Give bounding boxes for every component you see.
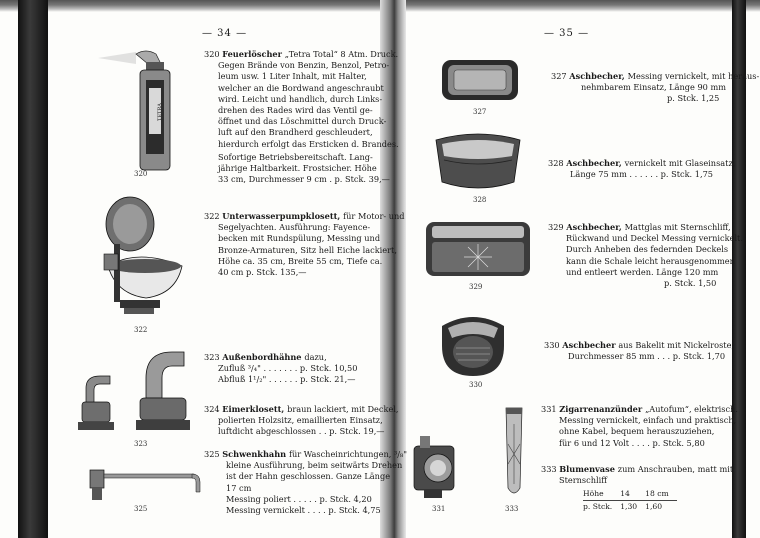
entry-320-line: drehen des Rades wird das Ventil ge- bbox=[218, 105, 373, 116]
entry-325-line: 17 cm bbox=[226, 482, 252, 493]
figure-number-320: 320 bbox=[134, 170, 148, 178]
entry-324-line: polierten Holzsitz, emaillierten Einsatz, bbox=[218, 415, 383, 426]
table-cell: Höhe bbox=[583, 488, 620, 500]
table-cell: 18 cm bbox=[645, 488, 677, 500]
entry-320-fire-extinguisher bbox=[204, 49, 399, 185]
table-row bbox=[583, 500, 677, 512]
vase-price-table bbox=[583, 488, 677, 511]
entry-320-line: Gegen Brände von Benzin, Benzol, Petro- bbox=[218, 60, 390, 71]
entry-325-line bbox=[204, 449, 407, 460]
item-text: zum Anschrauben, matt mit bbox=[617, 464, 734, 474]
item-title: Blumenvase bbox=[559, 464, 618, 474]
figure-number-327: 327 bbox=[473, 108, 487, 116]
item-text: aus Bakelit mit Nickelroste, bbox=[618, 340, 735, 350]
entry-330-line: Durchmesser 85 mm . . . p. Stck. 1,70 bbox=[568, 351, 726, 362]
item-number: 324 bbox=[204, 404, 223, 414]
figure-number-333: 333 bbox=[505, 505, 519, 513]
table-row bbox=[583, 488, 677, 500]
entry-320-line: hierdurch erfolgt das Ersticken d. Brandes. bbox=[218, 138, 399, 149]
entry-320-line: jährige Haltbarkeit. Frostsicher. Höhe bbox=[218, 163, 377, 174]
table-cell: 14 bbox=[620, 488, 645, 500]
entry-331-line: Messing vernickelt, einfach und praktisch, bbox=[559, 415, 737, 426]
item-number: 325 bbox=[204, 449, 223, 459]
entry-322-pump-toilet bbox=[204, 211, 405, 278]
item-number: 322 bbox=[204, 211, 223, 221]
ashtray-329-illustration bbox=[424, 218, 532, 280]
entry-324-line bbox=[204, 404, 399, 415]
ashtray-327-illustration bbox=[440, 56, 520, 104]
item-number: 327 bbox=[551, 71, 570, 81]
item-title: Eimerklosett, bbox=[222, 404, 288, 414]
item-text: braun lackiert, mit Deckel, bbox=[287, 404, 399, 414]
item-title: Aschbecher, bbox=[566, 222, 625, 232]
entry-329-line: kann die Schale leicht herausgenommen bbox=[566, 255, 735, 266]
entry-328-line: Länge 75 mm . . . . . . p. Stck. 1,75 bbox=[570, 169, 713, 180]
entry-329-ashtray bbox=[548, 222, 743, 289]
entry-331-line bbox=[541, 404, 738, 415]
entry-320-line: wird. Leicht und handlich, durch Links- bbox=[218, 93, 383, 104]
entry-325-line: ist der Hahn geschlossen. Ganze Länge bbox=[226, 471, 391, 482]
item-number: 333 bbox=[541, 464, 560, 474]
entry-331-cigar-lighter bbox=[541, 404, 738, 449]
item-title: Unterwasserpumpklosett, bbox=[222, 211, 344, 221]
entry-323-line: Abfluß 1¹/₂" . . . . . . p. Stck. 21,— bbox=[218, 374, 356, 385]
item-text: für Wascheinrichtungen, ³/₈" bbox=[288, 449, 408, 459]
item-text: vernickelt mit Glaseinsatz, bbox=[624, 158, 736, 168]
entry-328-line bbox=[548, 158, 735, 169]
entry-320-line: leum usw. 1 Liter Inhalt, mit Halter, bbox=[218, 71, 367, 82]
entry-333-line bbox=[541, 464, 733, 475]
item-number: 320 bbox=[204, 49, 223, 59]
table-cell: 1,30 bbox=[620, 501, 638, 511]
figure-number-331: 331 bbox=[432, 505, 446, 513]
figure-number-328: 328 bbox=[473, 196, 487, 204]
pump-toilet-illustration bbox=[90, 196, 200, 322]
entry-323-line: Zufluß ³/₄" . . . . . . . p. Stck. 10,50 bbox=[218, 363, 358, 374]
entry-324-bucket-toilet bbox=[204, 404, 399, 438]
entry-320-line: öffnet und das Löschmittel durch Druck- bbox=[218, 116, 387, 127]
figure-number-329: 329 bbox=[469, 283, 483, 291]
entry-323-line bbox=[204, 352, 357, 363]
entry-330-ashtray bbox=[544, 340, 734, 362]
item-title: Feuerlöscher bbox=[222, 49, 285, 59]
item-text: dazu, bbox=[304, 352, 327, 362]
svg-text:TETRA: TETRA bbox=[157, 103, 163, 121]
entry-329-line: p. Stck. 1,50 bbox=[664, 278, 717, 289]
item-title: Aschbecher, bbox=[569, 71, 628, 81]
entry-325-line: kleine Ausführung, beim seitwärts Drehen bbox=[226, 460, 403, 471]
table-cell: 1,60 bbox=[645, 501, 663, 511]
entry-320-line: welcher an die Bordwand angeschraubt bbox=[218, 82, 384, 93]
entry-329-line: Durch Anheben des federnden Deckels bbox=[566, 244, 729, 255]
ashtray-328-illustration bbox=[432, 130, 524, 192]
item-text: Messing vernickelt, mit heraus- bbox=[627, 71, 760, 81]
entry-327-line: nehmbarem Einsatz, Länge 90 mm bbox=[581, 82, 726, 93]
entry-327-line bbox=[551, 71, 759, 82]
entry-325-line: Messing poliert . . . . . p. Stck. 4,20 bbox=[226, 493, 372, 504]
fire-extinguisher-illustration bbox=[96, 46, 186, 176]
figure-number-325: 325 bbox=[134, 505, 148, 513]
outboard-valves-illustration bbox=[76, 348, 202, 440]
entry-331-line: ohne Kabel, bequem herauszuziehen, bbox=[559, 426, 715, 437]
entry-329-line: Rückwand und Deckel Messing vernickelt. bbox=[566, 233, 743, 244]
item-title: Außenbordhähne bbox=[222, 352, 305, 362]
item-text: für Motor- und bbox=[343, 211, 405, 221]
cigar-lighter-illustration bbox=[410, 430, 464, 502]
swivel-tap-illustration bbox=[86, 464, 202, 504]
item-title: Aschbecher bbox=[562, 340, 619, 350]
entry-320-line: 33 cm, Durchmesser 9 cm . p. Stck. 39,— bbox=[218, 174, 390, 185]
entry-322-line: 40 cm p. Stck. 135,— bbox=[218, 267, 307, 278]
item-text: „Autofum“, elektrisch. bbox=[645, 404, 738, 414]
figure-number-323: 323 bbox=[134, 440, 148, 448]
item-number: 331 bbox=[541, 404, 560, 414]
entry-320-line: luft auf den Brandherd geschleudert, bbox=[218, 127, 373, 138]
figure-number-322: 322 bbox=[134, 326, 148, 334]
item-title: Zigarrenanzünder bbox=[559, 404, 646, 414]
entry-333-line: Sternschliff bbox=[559, 475, 608, 486]
entry-325-line: Messing vernickelt . . . . p. Stck. 4,75 bbox=[226, 505, 381, 516]
entry-329-line: und entleert werden. Länge 120 mm bbox=[566, 266, 719, 277]
left-page-number: — 34 — bbox=[202, 28, 248, 39]
item-number: 330 bbox=[544, 340, 563, 350]
table-cell: p. Stck. bbox=[583, 501, 613, 511]
entry-330-line bbox=[544, 340, 734, 351]
entry-327-ashtray bbox=[551, 71, 759, 105]
entry-322-line: Höhe ca. 35 cm, Breite 55 cm, Tiefe ca. bbox=[218, 255, 383, 266]
entry-322-line: Segelyachten. Ausführung: Fayence- bbox=[218, 222, 371, 233]
entry-325-swivel-tap bbox=[204, 449, 407, 516]
entry-322-line bbox=[204, 211, 405, 222]
entry-322-line: becken mit Rundspülung, Messing und bbox=[218, 233, 381, 244]
item-text: „Tetra Total“ 8 Atm. Druck. bbox=[284, 49, 399, 59]
right-page-number: — 35 — bbox=[544, 28, 590, 39]
entry-331-line: für 6 und 12 Volt . . . . p. Stck. 5,80 bbox=[559, 437, 705, 448]
entry-320-line bbox=[204, 49, 399, 60]
entry-328-ashtray bbox=[548, 158, 735, 180]
ashtray-330-illustration bbox=[438, 308, 508, 380]
entry-329-line bbox=[548, 222, 743, 233]
item-number: 328 bbox=[548, 158, 567, 168]
entry-333-flower-vase bbox=[541, 464, 733, 512]
entry-320-line: Sofortige Betriebsbereitschaft. Lang- bbox=[218, 151, 373, 162]
entry-323-outboard-valves bbox=[204, 352, 357, 386]
entry-324-line: luftdicht abgeschlossen . . p. Stck. 19,— bbox=[218, 426, 385, 437]
entry-322-line: Bronze-Armaturen, Sitz hell Eiche lackiert, bbox=[218, 244, 397, 255]
figure-number-330: 330 bbox=[469, 381, 483, 389]
flower-vase-illustration bbox=[500, 404, 528, 504]
item-text: Mattglas mit Sternschliff, bbox=[624, 222, 731, 232]
entry-327-line: p. Stck. 1,25 bbox=[667, 93, 720, 104]
item-number: 323 bbox=[204, 352, 223, 362]
item-title: Aschbecher, bbox=[566, 158, 625, 168]
item-title: Schwenkhahn bbox=[222, 449, 289, 459]
item-number: 329 bbox=[548, 222, 567, 232]
left-binding-edge bbox=[18, 0, 48, 538]
